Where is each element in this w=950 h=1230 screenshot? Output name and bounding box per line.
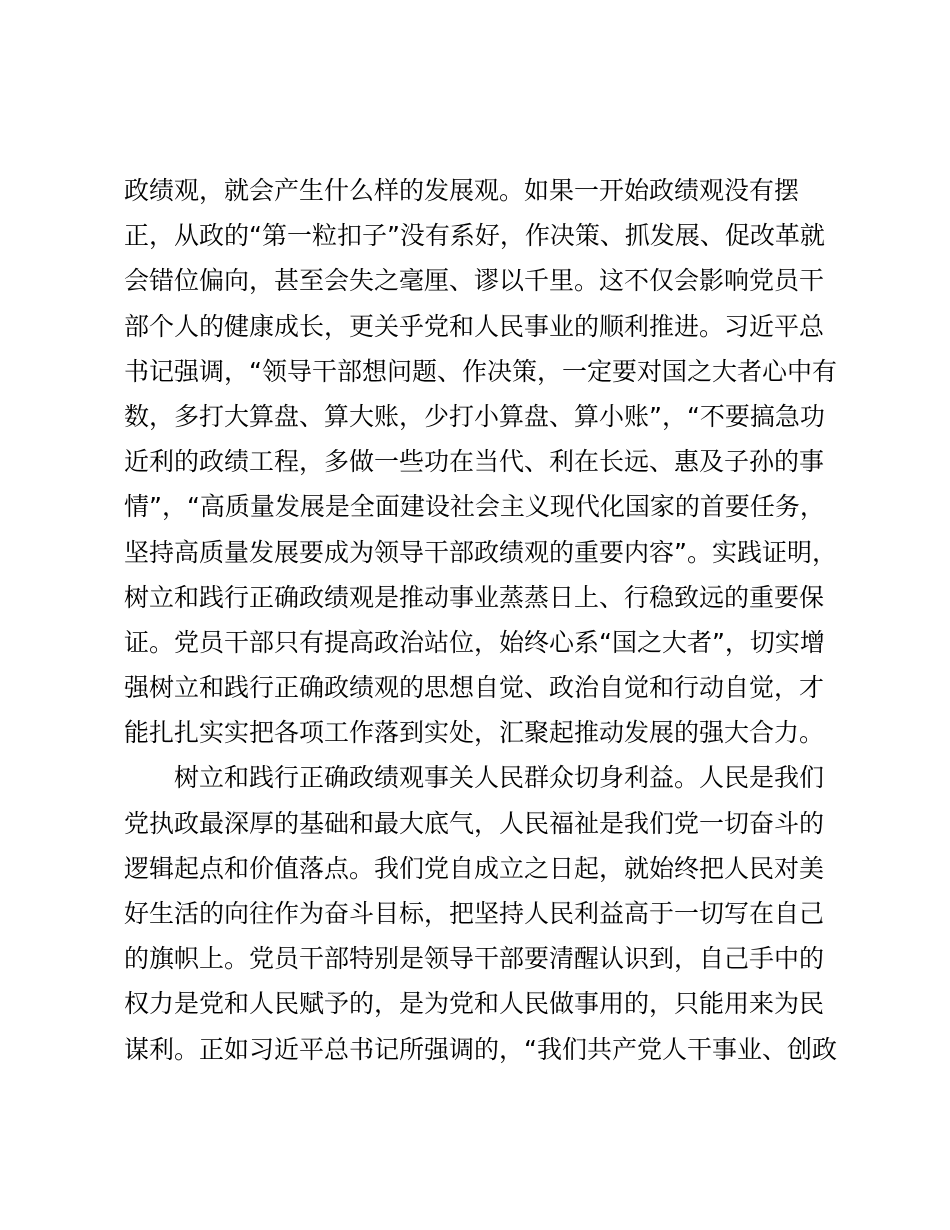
text-line: 坚持高质量发展要成为领导干部政绩观的重要内容”。实践证明， xyxy=(124,537,837,567)
body-text xyxy=(124,168,844,1072)
text-line: 正，从政的“第一粒扣子”没有系好，作决策、抓发展、促改革就 xyxy=(124,221,825,251)
text-line: 能扎扎实实把各项工作落到实处，汇聚起推动发展的强大合力。 xyxy=(124,718,825,748)
text-line: 的旗帜上。党员干部特别是领导干部要清醒认识到，自己手中的 xyxy=(124,944,825,974)
text-line: 好生活的向往作为奋斗目标，把坚持人民利益高于一切写在自己 xyxy=(124,899,825,928)
paragraph-start-line: 树立和践行正确政绩观事关人民群众切身利益。人民是我们 xyxy=(174,763,825,793)
text-line: 情”，“高质量发展是全面建设社会主义现代化国家的首要任务， xyxy=(124,492,825,522)
text-line: 树立和践行正确政绩观是推动事业蒸蒸日上、行稳致远的重要保 xyxy=(124,582,825,612)
text-line: 书记强调，“领导干部想问题、作决策，一定要对国之大者心中有 xyxy=(124,356,837,386)
text-line: 部个人的健康成长，更关乎党和人民事业的顺利推进。习近平总 xyxy=(124,311,825,341)
text-line: 强树立和践行正确政绩观的思想自觉、政治自觉和行动自觉，才 xyxy=(124,673,825,703)
text-line: 逻辑起点和价值落点。我们党自成立之日起，就始终把人民对美 xyxy=(124,853,825,883)
text-line: 会错位偏向，甚至会失之毫厘、谬以千里。这不仅会影响党员干 xyxy=(124,266,825,296)
text-line: 证。党员干部只有提高政治站位，始终心系“国之大者”，切实增 xyxy=(124,627,825,657)
text-line: 政绩观，就会产生什么样的发展观。如果一开始政绩观没有摆 xyxy=(124,176,800,205)
text-line: 党执政最深厚的基础和最大底气，人民福祉是我们党一切奋斗的 xyxy=(124,808,825,838)
text-line: 近利的政绩工程，多做一些功在当代、利在长远、惠及子孙的事 xyxy=(124,447,825,477)
text-line: 数，多打大算盘、算大账，少打小算盘、算小账”，“不要搞急功 xyxy=(124,401,825,431)
text-line: 权力是党和人民赋予的，是为党和人民做事用的，只能用来为民 xyxy=(124,989,825,1019)
text-line: 谋利。正如习近平总书记所强调的，“我们共产党人干事业、创政 xyxy=(124,1034,837,1064)
